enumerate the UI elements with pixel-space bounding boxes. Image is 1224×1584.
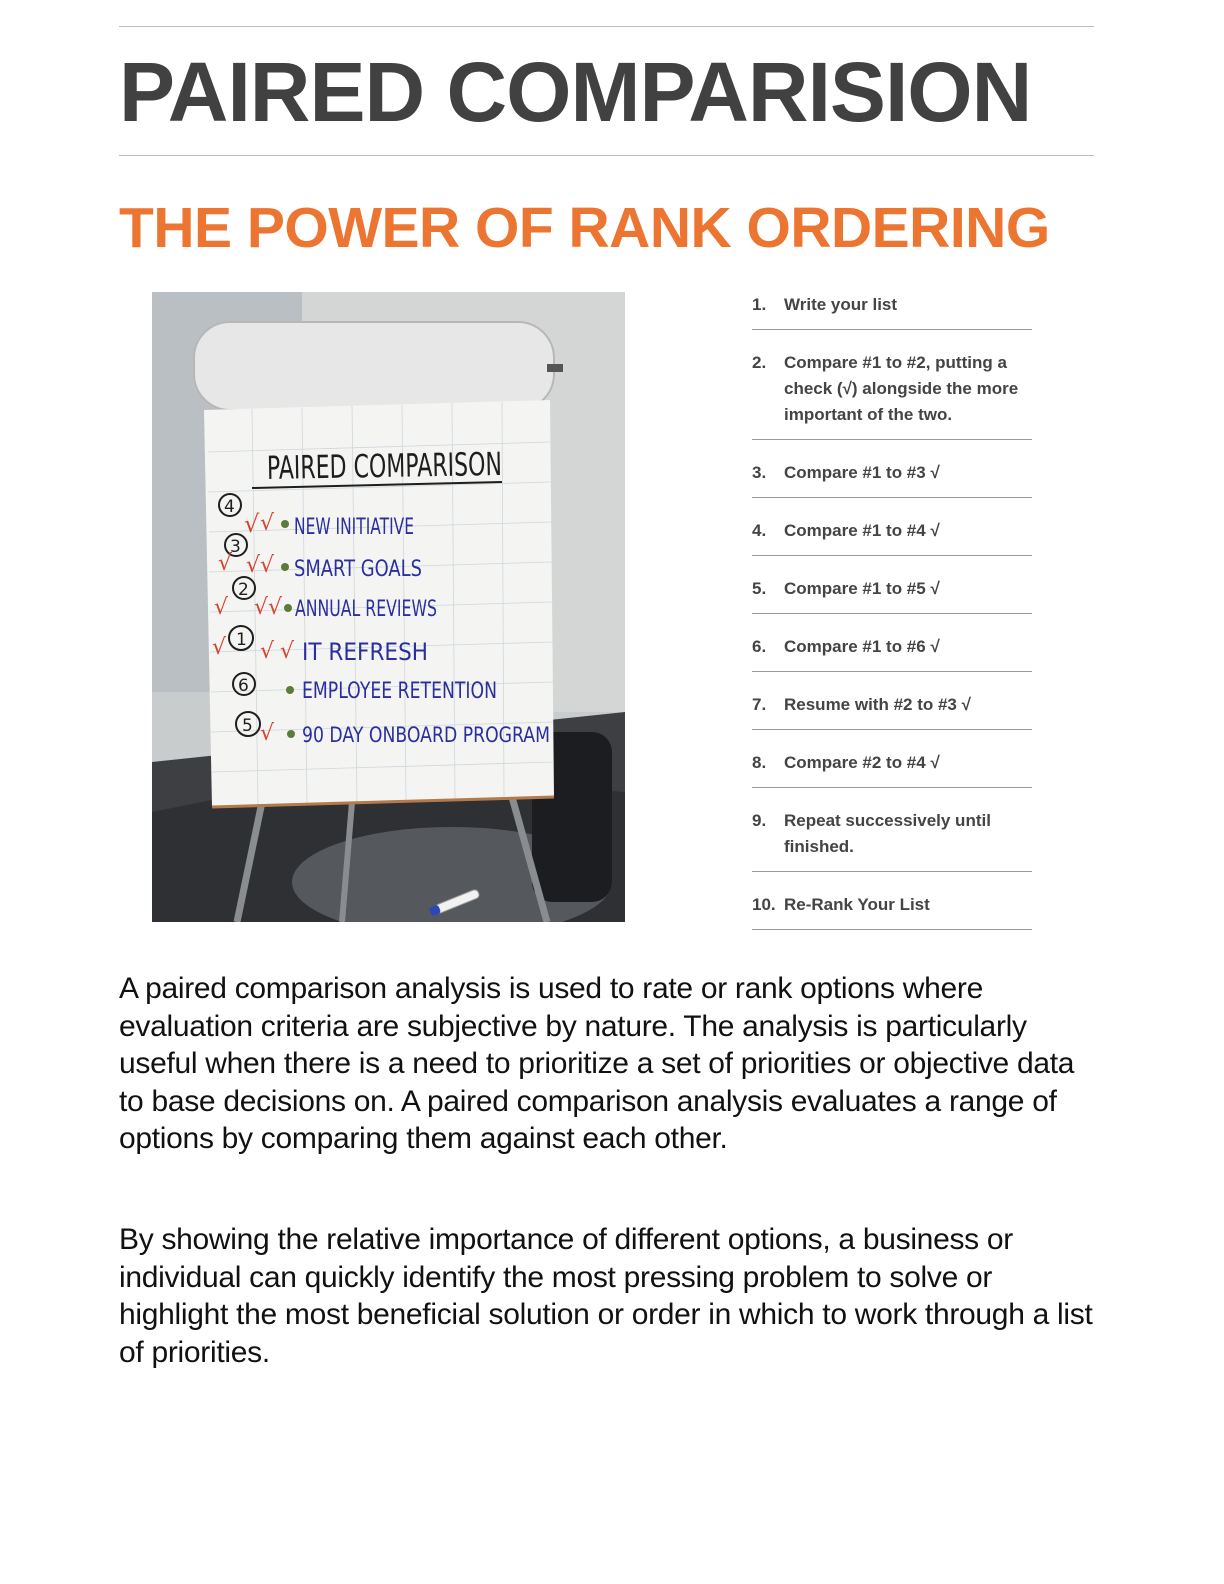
svg-text:√: √: [214, 595, 229, 620]
flipchart-photo: [152, 292, 625, 922]
svg-text:√: √: [244, 510, 260, 538]
step-text: Compare #1 to #2, putting a check (√) alongside the more important of the two.: [784, 353, 1019, 424]
body-paragraph-2: By showing the relative importance of different options, a business or individual can quickly identify the most pressing problem to solve or highlight the most beneficial solution or order in which to work through a list of priorities.: [119, 1223, 1093, 1369]
step-item: [752, 515, 1032, 556]
svg-text:√: √: [260, 511, 275, 536]
step-text: Repeat successively until finished.: [784, 811, 991, 856]
svg-text:4: 4: [224, 497, 235, 517]
step-number: 1.: [752, 295, 767, 314]
step-item: [752, 747, 1032, 788]
step-item: [752, 631, 1032, 672]
step-number: 7.: [752, 695, 767, 714]
step-text: Resume with #2 to #3 √: [784, 695, 971, 714]
step-text: Compare #1 to #6 √: [784, 637, 940, 656]
page-subtitle: THE POWER OF RANK ORDERING: [119, 196, 1050, 260]
svg-text:6: 6: [238, 676, 249, 696]
step-number: 8.: [752, 753, 767, 772]
step-number: 9.: [752, 811, 767, 830]
step-item: [752, 889, 1032, 930]
svg-text:√: √: [260, 721, 275, 746]
step-number: 6.: [752, 637, 767, 656]
step-text: Compare #1 to #3 √: [784, 463, 940, 482]
step-number: 3.: [752, 463, 767, 482]
svg-text:NEW INITIATIVE: NEW INITIATIVE: [294, 515, 414, 540]
step-text: Compare #1 to #4 √: [784, 521, 940, 540]
steps-list: [752, 289, 1032, 947]
svg-text:ANNUAL REVIEWS: ANNUAL REVIEWS: [295, 597, 437, 622]
step-text: Compare #2 to #4 √: [784, 753, 940, 772]
svg-text:IT REFRESH: IT REFRESH: [302, 638, 428, 666]
svg-text:√: √: [246, 553, 261, 578]
top-rule: [119, 26, 1094, 27]
step-item: [752, 289, 1032, 330]
step-item: [752, 573, 1032, 614]
step-number: 5.: [752, 579, 767, 598]
step-item: [752, 457, 1032, 498]
svg-text:√: √: [260, 553, 275, 578]
svg-text:EMPLOYEE RETENTION: EMPLOYEE RETENTION: [302, 679, 497, 704]
step-number: 4.: [752, 521, 767, 540]
step-item: [752, 805, 1032, 872]
svg-text:1: 1: [236, 630, 247, 650]
svg-text:√: √: [212, 635, 227, 660]
step-number: 10.: [752, 895, 776, 914]
step-item: [752, 689, 1032, 730]
svg-text:90 DAY ONBOARD PROGRAM: 90 DAY ONBOARD PROGRAM: [302, 723, 550, 747]
step-item: [752, 347, 1032, 440]
svg-text:√: √: [254, 595, 269, 620]
svg-text:SMART GOALS: SMART GOALS: [294, 557, 422, 582]
step-text: Write your list: [784, 295, 898, 314]
step-number: 2.: [752, 353, 767, 372]
step-text: Compare #1 to #5 √: [784, 579, 940, 598]
svg-text:3: 3: [230, 537, 241, 557]
svg-text:√: √: [268, 595, 283, 620]
body-paragraph-1: A paired comparison analysis is used to rate or rank options where evaluation criteria are subjective by nature. The analysis is particularly useful when there is a need to prioritize a set of priorities or objective data to base decisions on. A paired comparison analysis evaluates a range of options by comparing them against each other.: [119, 972, 1075, 1156]
svg-text:5: 5: [242, 716, 253, 736]
svg-text:√: √: [218, 551, 233, 576]
svg-text:2: 2: [238, 580, 249, 600]
step-text: Re-Rank Your List: [784, 895, 930, 914]
svg-text:√: √: [260, 639, 275, 664]
board-title: PAIRED COMPARISON: [266, 443, 609, 488]
page-title: PAIRED COMPARISION: [119, 45, 1032, 139]
title-rule: [119, 155, 1094, 156]
svg-text:√: √: [280, 639, 295, 664]
